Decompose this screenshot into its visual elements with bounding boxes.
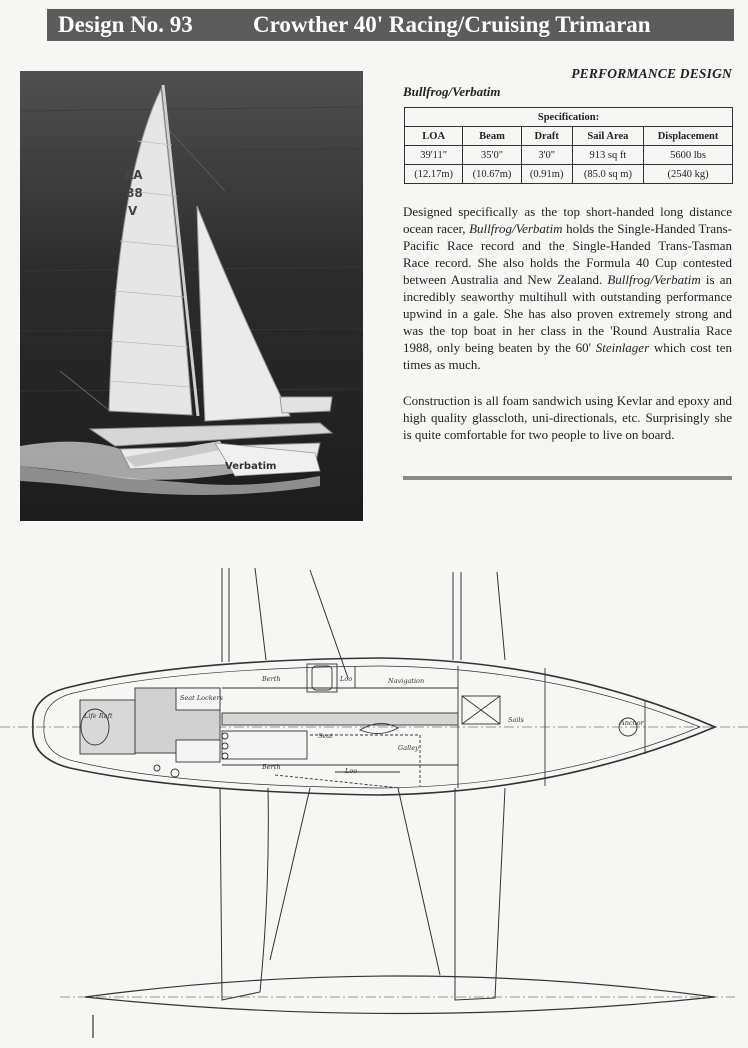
svg-text:Loo: Loo [340, 675, 353, 683]
spec-cell: 35'0" [463, 146, 521, 165]
boat-name-italic: Bullfrog/Verbatim [607, 272, 701, 287]
spec-cell: 39'11" [405, 146, 463, 165]
spec-cell: (0.91m) [521, 165, 572, 184]
design-number: Design No. 93 [58, 12, 193, 37]
boat-name-italic: Bullfrog/Verbatim [469, 221, 563, 236]
spec-col-header: Sail Area [572, 127, 643, 146]
spec-cell: 3'0" [521, 146, 572, 165]
description-paragraph-2: Construction is all foam sandwich using Kevlar and epoxy and high quality glasscloth, uni-directionals, etc. Surprisingly she is quite comfortable for two people to live on board. [403, 393, 732, 442]
deck-plan-drawing [0, 560, 748, 1043]
svg-text:Seat Lockers: Seat Lockers [180, 694, 223, 702]
spec-cell: 5600 lbs [644, 146, 733, 165]
svg-text:Sails: Sails [508, 716, 524, 724]
spec-header-row [405, 127, 733, 146]
specification-table [404, 107, 733, 184]
description-paragraph-1: Designed specifically as the top short-handed long distance ocean racer, Bullfrog/Verbatim holds the Single-Handed Trans-Pacific Race record and the Single-Handed Trans-Tasman Race record. She also holds the Formula 40 Cup contested between Australia and New Zealand. Bullfrog/Verbatim is an incredibly seaworthy multihull with outstanding performance upwind in a gale. She has also proven extremely strong and was the top boat in her class in the 'Round Australia Race 1988, only being beaten by the 60' Steinlager which cost ten times as much. [403, 204, 733, 372]
spec-cell: (10.67m) [463, 165, 521, 184]
category-label: PERFORMANCE DESIGN [571, 66, 732, 81]
svg-text:Seat: Seat [318, 732, 333, 740]
svg-text:KA: KA [124, 168, 143, 182]
design-title: Crowther 40' Racing/Cruising Trimaran [253, 12, 651, 37]
svg-text:Berth: Berth [262, 763, 281, 771]
spec-col-header: LOA [405, 127, 463, 146]
svg-text:Life Raft: Life Raft [84, 712, 113, 720]
boat-name: Bullfrog/Verbatim [403, 84, 501, 99]
svg-text:Galley: Galley [398, 744, 419, 752]
spec-col-header: Beam [463, 127, 521, 146]
spec-col-header: Displacement [644, 127, 733, 146]
title-banner [47, 9, 734, 41]
spec-caption-row [405, 108, 733, 127]
boat-photo [20, 71, 363, 521]
spec-caption: Specification: [405, 108, 733, 127]
svg-text:Verbatim: Verbatim [225, 461, 277, 472]
spec-cell: (12.17m) [405, 165, 463, 184]
svg-text:88: 88 [126, 186, 143, 200]
svg-text:Navigation: Navigation [388, 677, 425, 685]
spec-col-header: Draft [521, 127, 572, 146]
spec-cell: (2540 kg) [644, 165, 733, 184]
spec-imperial-row [405, 146, 733, 165]
spec-cell: 913 sq ft [572, 146, 643, 165]
svg-text:Anchor: Anchor [620, 719, 644, 727]
rival-boat-name: Steinlager [595, 340, 650, 355]
svg-text:Berth: Berth [262, 675, 281, 683]
spec-cell: (85.0 sq m) [572, 165, 643, 184]
spec-metric-row [405, 165, 733, 184]
section-divider [403, 476, 732, 480]
svg-text:Loo: Loo [345, 767, 358, 775]
svg-text:V: V [128, 204, 138, 218]
